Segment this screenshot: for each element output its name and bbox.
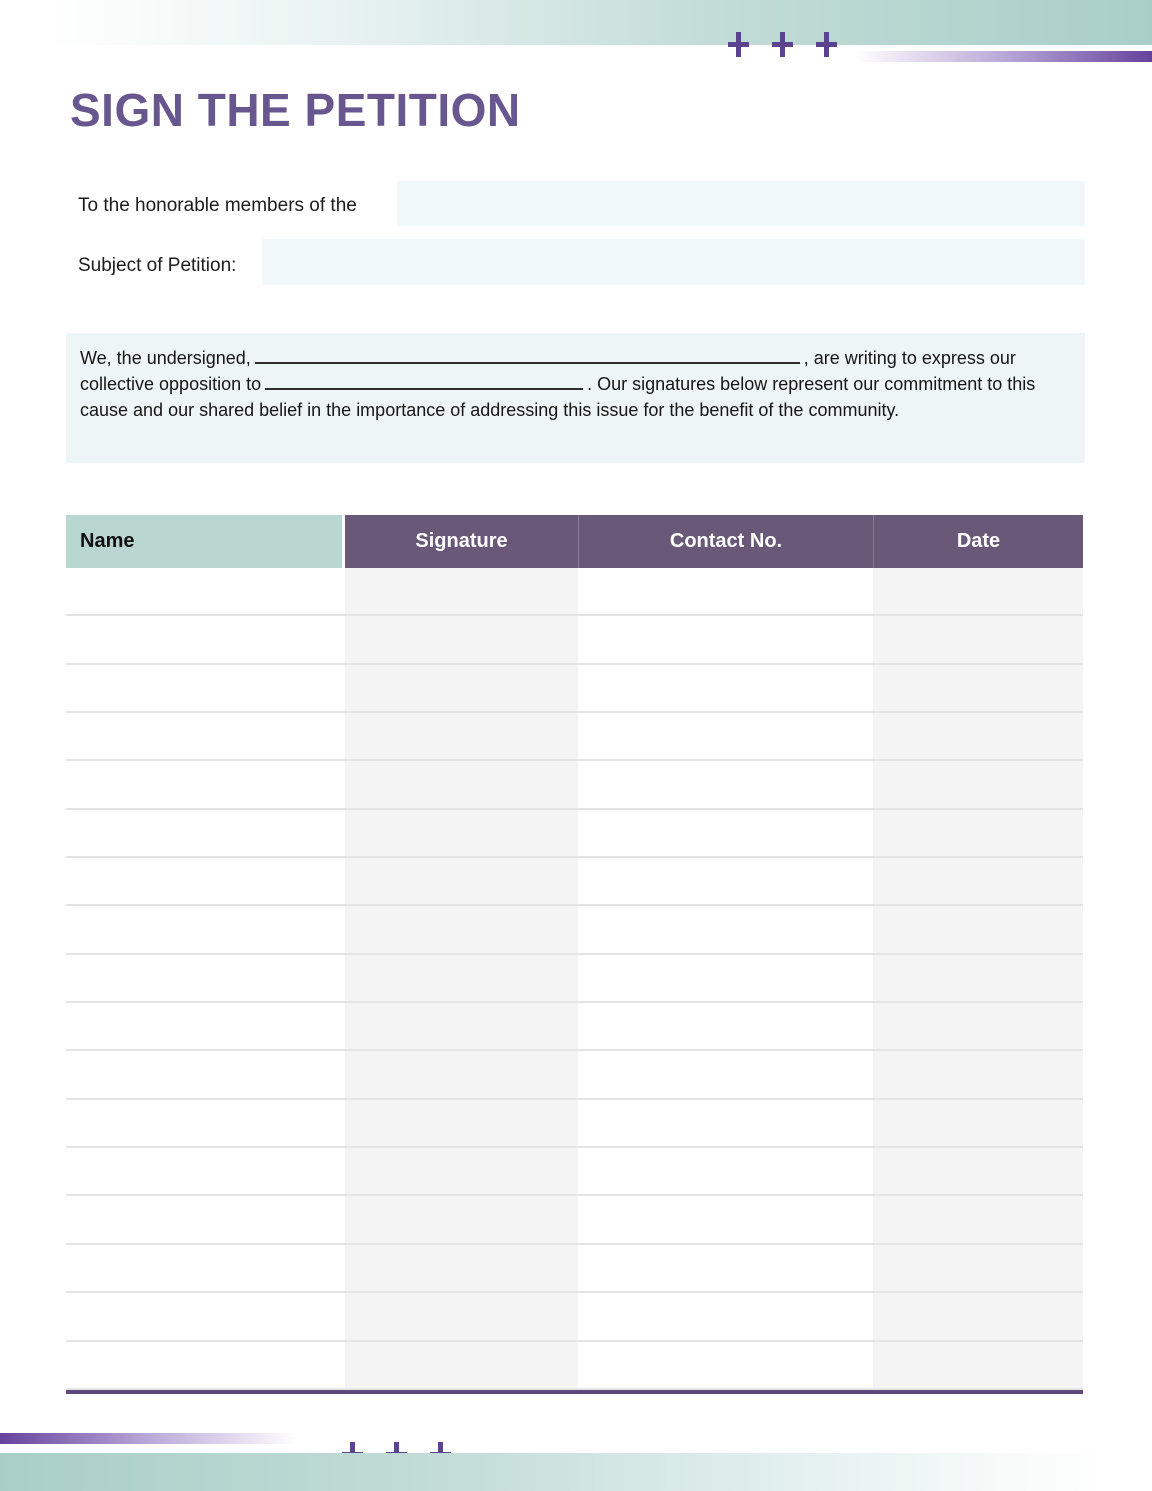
table-cell-date[interactable]: [873, 1100, 1083, 1148]
table-cell-contact[interactable]: [578, 568, 873, 616]
table-row: [66, 665, 1083, 713]
plus-decoration-top: [728, 32, 837, 57]
statement-text-1: We, the undersigned,: [80, 348, 251, 368]
table-cell-contact[interactable]: [578, 955, 873, 1003]
table-row: [66, 858, 1083, 906]
top-teal-band: [0, 0, 1152, 45]
table-cell-name[interactable]: [66, 1342, 345, 1390]
statement-text-2: , are writing to express our collective opposition to: [80, 348, 1016, 394]
table-cell-contact[interactable]: [578, 616, 873, 664]
table-cell-date[interactable]: [873, 1003, 1083, 1051]
page-title: SIGN THE PETITION: [70, 84, 521, 136]
column-header-date: Date: [873, 515, 1083, 568]
table-cell-signature[interactable]: [345, 1100, 578, 1148]
table-header-row: [66, 515, 1083, 568]
plus-icon: [728, 32, 749, 57]
subject-input[interactable]: [262, 239, 1085, 285]
table-cell-signature[interactable]: [345, 1148, 578, 1196]
table-cell-name[interactable]: [66, 665, 345, 713]
table-cell-contact[interactable]: [578, 858, 873, 906]
table-cell-signature[interactable]: [345, 665, 578, 713]
table-cell-date[interactable]: [873, 665, 1083, 713]
table-row: [66, 616, 1083, 664]
table-cell-signature[interactable]: [345, 616, 578, 664]
table-cell-date[interactable]: [873, 1148, 1083, 1196]
blank-line-petitioners[interactable]: [255, 358, 800, 364]
table-cell-signature[interactable]: [345, 1245, 578, 1293]
table-cell-signature[interactable]: [345, 1293, 578, 1341]
table-cell-name[interactable]: [66, 1051, 345, 1099]
petition-statement: [66, 333, 1085, 463]
table-cell-contact[interactable]: [578, 1293, 873, 1341]
table-cell-contact[interactable]: [578, 1003, 873, 1051]
top-purple-gradient-line: [855, 51, 1152, 62]
table-cell-signature[interactable]: [345, 1342, 578, 1390]
plus-icon: [772, 32, 793, 57]
column-header-signature: Signature: [345, 515, 578, 568]
table-cell-contact[interactable]: [578, 1245, 873, 1293]
table-cell-contact[interactable]: [578, 665, 873, 713]
table-cell-name[interactable]: [66, 810, 345, 858]
table-row: [66, 955, 1083, 1003]
table-cell-contact[interactable]: [578, 1051, 873, 1099]
table-cell-date[interactable]: [873, 616, 1083, 664]
table-cell-date[interactable]: [873, 713, 1083, 761]
table-cell-name[interactable]: [66, 568, 345, 616]
bottom-teal-band: [0, 1453, 1152, 1491]
table-cell-date[interactable]: [873, 1293, 1083, 1341]
table-cell-date[interactable]: [873, 568, 1083, 616]
table-cell-name[interactable]: [66, 1003, 345, 1051]
table-row: [66, 568, 1083, 616]
table-cell-contact[interactable]: [578, 1196, 873, 1244]
table-cell-signature[interactable]: [345, 955, 578, 1003]
table-row: [66, 761, 1083, 809]
blank-line-opposition[interactable]: [265, 384, 583, 390]
table-row: [66, 1196, 1083, 1244]
table-cell-contact[interactable]: [578, 761, 873, 809]
table-cell-name[interactable]: [66, 1148, 345, 1196]
table-cell-date[interactable]: [873, 761, 1083, 809]
table-cell-contact[interactable]: [578, 1100, 873, 1148]
table-cell-signature[interactable]: [345, 713, 578, 761]
table-row: [66, 1051, 1083, 1099]
table-cell-date[interactable]: [873, 1342, 1083, 1390]
table-cell-date[interactable]: [873, 1051, 1083, 1099]
statement-text-3: . Our signatures below represent our commitment to this cause and our shared belief in the importance of addressing this issue for the benefit of the community.: [80, 374, 1036, 420]
column-header-name: Name: [66, 515, 345, 568]
table-cell-date[interactable]: [873, 1196, 1083, 1244]
table-cell-name[interactable]: [66, 1196, 345, 1244]
table-cell-contact[interactable]: [578, 1342, 873, 1390]
table-cell-signature[interactable]: [345, 1051, 578, 1099]
table-cell-name[interactable]: [66, 1293, 345, 1341]
table-cell-signature[interactable]: [345, 1003, 578, 1051]
bottom-purple-gradient-line: [0, 1433, 297, 1444]
table-cell-name[interactable]: [66, 858, 345, 906]
table-cell-signature[interactable]: [345, 906, 578, 954]
table-cell-contact[interactable]: [578, 810, 873, 858]
table-cell-date[interactable]: [873, 906, 1083, 954]
table-cell-name[interactable]: [66, 906, 345, 954]
table-cell-name[interactable]: [66, 761, 345, 809]
table-row: [66, 906, 1083, 954]
table-cell-signature[interactable]: [345, 810, 578, 858]
addressee-input[interactable]: [397, 181, 1085, 226]
table-cell-signature[interactable]: [345, 761, 578, 809]
subject-label: Subject of Petition:: [78, 255, 237, 276]
table-row: [66, 1245, 1083, 1293]
table-cell-name[interactable]: [66, 955, 345, 1003]
table-cell-contact[interactable]: [578, 1148, 873, 1196]
table-row: [66, 1342, 1083, 1390]
table-cell-name[interactable]: [66, 1100, 345, 1148]
table-cell-date[interactable]: [873, 858, 1083, 906]
addressee-label: To the honorable members of the: [78, 195, 357, 216]
table-row: [66, 1148, 1083, 1196]
table-cell-name[interactable]: [66, 713, 345, 761]
plus-icon: [816, 32, 837, 57]
table-cell-date[interactable]: [873, 955, 1083, 1003]
table-row: [66, 1293, 1083, 1341]
table-row: [66, 1100, 1083, 1148]
table-row: [66, 1003, 1083, 1051]
table-cell-name[interactable]: [66, 616, 345, 664]
table-cell-signature[interactable]: [345, 858, 578, 906]
column-header-contact: Contact No.: [578, 515, 873, 568]
table-cell-contact[interactable]: [578, 713, 873, 761]
table-cell-date[interactable]: [873, 1245, 1083, 1293]
table-cell-signature[interactable]: [345, 1196, 578, 1244]
table-row: [66, 810, 1083, 858]
table-row: [66, 713, 1083, 761]
table-cell-signature[interactable]: [345, 568, 578, 616]
signature-table: [66, 515, 1083, 1394]
table-cell-name[interactable]: [66, 1245, 345, 1293]
table-cell-contact[interactable]: [578, 906, 873, 954]
table-cell-date[interactable]: [873, 810, 1083, 858]
